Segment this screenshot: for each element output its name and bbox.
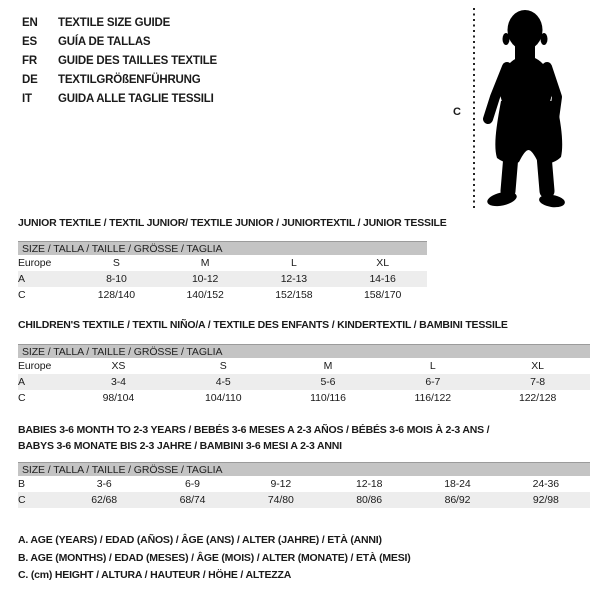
table-cell: 140/152 — [186, 289, 224, 301]
size-table — [18, 344, 590, 406]
language-label: TEXTILE SIZE GUIDE — [58, 16, 171, 29]
table-cell: 92/98 — [502, 492, 590, 508]
table-row — [18, 358, 590, 374]
table-cell: M — [323, 360, 333, 372]
language-label: GUIDA ALLE TAGLIE TESSILI — [58, 92, 214, 105]
language-code: IT — [22, 92, 32, 105]
size-table — [18, 462, 590, 508]
table-cell: 104/110 — [204, 392, 242, 404]
table-cell: 98/104 — [102, 392, 135, 404]
row-label: C — [18, 392, 26, 404]
footnote-b: B. AGE (MONTHS) / EDAD (MESES) / ÂGE (MOIS) / ALTER (MONATE) / ETÀ (MESI) — [18, 551, 411, 564]
table-cell: 74/80 — [237, 492, 325, 508]
babies-size-table — [18, 462, 590, 508]
table-cell: 3-4 — [66, 374, 171, 390]
language-item — [22, 89, 217, 108]
language-code: ES — [22, 35, 37, 48]
height-measure-label: C — [453, 106, 461, 118]
table-cell: 24-36 — [532, 478, 559, 490]
section-title-babies-line2: BABYS 3-6 MONATE BIS 2-3 JAHRE / BAMBINI 3-6 MESI A 2-3 ANNI — [18, 440, 342, 452]
language-code: DE — [22, 73, 38, 86]
table-cell: 116/122 — [414, 392, 452, 404]
row-label: A — [18, 271, 72, 287]
footnote-a: A. AGE (YEARS) / EDAD (AÑOS) / ÂGE (ANS) / ALTER (JAHRE) / ETÀ (ANNI) — [18, 534, 382, 546]
table-cell: 110/116 — [310, 392, 346, 404]
table-row — [18, 287, 427, 303]
language-item — [22, 51, 217, 70]
table-cell: 10-12 — [161, 271, 250, 287]
table-cell: XS — [111, 360, 126, 372]
language-label: GUÍA DE TALLAS — [58, 35, 151, 48]
language-item — [22, 32, 217, 51]
section-title-junior: JUNIOR TEXTILE / TEXTIL JUNIOR/ TEXTILE JUNIOR / JUNIORTEXTIL / JUNIOR TESSILE — [18, 217, 447, 229]
table-row — [18, 476, 590, 492]
table-cell: L — [291, 257, 297, 269]
table-cell: 68/74 — [148, 492, 236, 508]
table-cell: M — [200, 257, 210, 269]
language-code: EN — [22, 16, 38, 29]
table-row — [18, 390, 590, 406]
table-cell: S — [112, 257, 120, 269]
table-cell: 12-13 — [250, 271, 339, 287]
footnotes — [18, 532, 411, 585]
table-size-header: SIZE / TALLA / TAILLE / GRÖSSE / TAGLIA — [18, 345, 590, 359]
baby-silhouette-icon — [480, 5, 575, 210]
language-code: FR — [22, 54, 37, 67]
row-label: B — [18, 478, 25, 490]
section-title-children: CHILDREN'S TEXTILE / TEXTIL NIÑO/A / TEXTILE DES ENFANTS / KINDERTEXTIL / BAMBINI TESSILE — [18, 319, 508, 331]
table-cell: 6-7 — [380, 374, 485, 390]
size-table — [18, 241, 427, 303]
table-cell: 18-24 — [444, 478, 471, 490]
table-cell: XL — [531, 360, 544, 372]
row-label: C — [18, 289, 26, 301]
children-size-table — [18, 344, 590, 406]
language-item — [22, 13, 217, 32]
table-cell: 4-5 — [171, 374, 276, 390]
language-item — [22, 70, 217, 89]
section-title-babies-line1: BABIES 3-6 MONTH TO 2-3 YEARS / BEBÉS 3-6 MESES A 2-3 AÑOS / BÉBÉS 3-6 MOIS À 2-3 ANS / — [18, 424, 490, 436]
table-size-header: SIZE / TALLA / TAILLE / GRÖSSE / TAGLIA — [18, 463, 590, 477]
table-cell: S — [219, 360, 227, 372]
language-list — [22, 13, 217, 108]
row-label: A — [18, 374, 66, 390]
table-cell: 62/68 — [60, 492, 148, 508]
table-cell: 122/128 — [518, 392, 557, 404]
table-cell: 12-18 — [355, 478, 383, 490]
table-cell: 80/86 — [325, 492, 413, 508]
table-cell: 152/158 — [275, 289, 313, 301]
table-cell: 7-8 — [485, 374, 590, 390]
row-label: Europe — [18, 360, 52, 372]
table-cell: 86/92 — [413, 492, 501, 508]
footnote-c: C. (cm) HEIGHT / ALTURA / HAUTEUR / HÖHE / ALTEZZA — [18, 569, 292, 582]
table-cell: 128/140 — [97, 289, 135, 301]
table-row — [18, 271, 427, 287]
language-label: GUIDE DES TAILLES TEXTILE — [58, 54, 217, 67]
section-title-babies — [18, 422, 489, 454]
table-cell: 14-16 — [338, 271, 427, 287]
table-cell: 158/170 — [363, 289, 402, 301]
height-measure-dotted-line — [473, 8, 475, 208]
table-cell: 9-12 — [270, 478, 292, 490]
table-cell: L — [429, 360, 436, 372]
language-label: TEXTILGRÖßENFÜHRUNG — [58, 73, 201, 86]
table-cell: 5-6 — [276, 374, 381, 390]
table-cell: 3-6 — [96, 478, 112, 490]
row-label: Europe — [18, 257, 52, 269]
table-row — [18, 255, 427, 271]
table-cell: 6-9 — [185, 478, 200, 490]
row-label: C — [18, 492, 60, 508]
table-size-header: SIZE / TALLA / TAILLE / GRÖSSE / TAGLIA — [18, 242, 427, 256]
table-row — [18, 492, 590, 508]
table-row — [18, 374, 590, 390]
table-cell: 8-10 — [72, 271, 161, 287]
table-cell: XL — [376, 257, 389, 269]
junior-size-table — [18, 241, 427, 303]
